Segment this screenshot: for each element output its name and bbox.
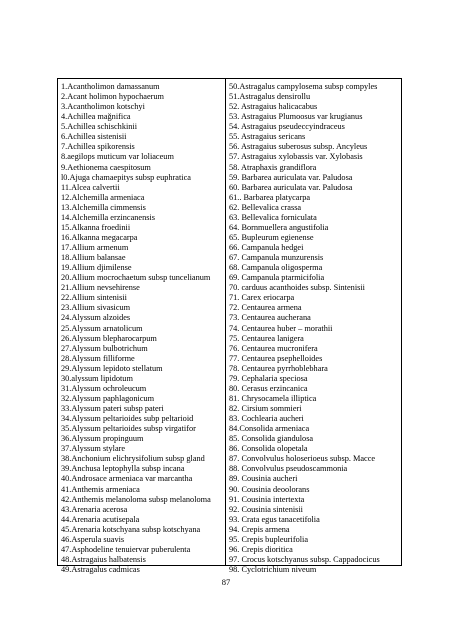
species-list-item: 27.Alyssum bulbotrichum (61, 343, 148, 353)
species-list-item: 14.Alchemilla erzincanensis (61, 212, 155, 222)
species-list-item: 45.Arenaria kotschyana subsp kotschyana (61, 524, 201, 534)
species-list-item: 82. Cirsium sommieri (229, 404, 302, 413)
species-list-item: 34.Alyssum peltarioides subp peltarioid (61, 414, 194, 424)
species-list-item: 92. Cousinia sintenisii (229, 504, 303, 514)
species-list-item: 39.Anchusa leptophylla subsp incana (61, 464, 185, 474)
species-list-item: 60. Barbarea auriculata var. Paludosa (229, 182, 353, 192)
species-list-item: 78. Centaurea pyrrhoblebhara (229, 363, 328, 373)
species-list-item: 2.Acant holimon hypochaerum (61, 92, 164, 102)
species-list-item: 18.Allium balansae (61, 253, 126, 263)
species-list-item: 97. Crocus kotschyanus subsp. Cappadocicus (229, 554, 380, 564)
species-list-item: 48.Astragaius halbatensis (61, 554, 146, 564)
species-list-item: 93. Crata egus tanacetifolia (229, 514, 320, 524)
species-list-item: 42.Anthemis melanoloma subsp melanoloma (61, 494, 211, 504)
species-list-item: 31.Alyssum ochroleucum (61, 383, 147, 393)
species-list-item: 72. Centaurea armena (229, 303, 302, 313)
species-list-item: 3.Acantholimon kotschyi (61, 102, 145, 112)
species-list-item: 12.Alchemilla armeniaca (61, 192, 145, 202)
species-list-item: 6.Achillea sistenisii (61, 132, 127, 142)
species-list-item: 7.Achillea spikorensis (61, 142, 135, 152)
species-list-item: 80. Cerasus erzincanica (229, 383, 308, 393)
species-list-item: 96. Crepis dioritica (229, 544, 293, 554)
species-list-item: 20.Allium mocrochaetum subsp tuncelianum (61, 273, 211, 283)
species-list-item: 67. Campanula munzurensis (229, 253, 324, 263)
species-list-item: 55. Astragaius sericans (229, 132, 306, 142)
species-list-item: 74. Centaurea huber – morathii (229, 323, 333, 333)
species-list-item: 32.Alyssum paphlagonicum (61, 393, 155, 403)
species-list-item: 21.Allium nevsehirense (61, 283, 140, 293)
species-list-item: 24.Alyssum alzoides (61, 313, 131, 323)
species-list-item: 59. Barbarea auriculata var. Paludosa (229, 172, 353, 182)
species-list-item: 75. Centaurea lanigera (229, 333, 304, 343)
page-number: 87 (221, 577, 231, 587)
species-list-item: 22.Allium sintenisii (61, 293, 127, 303)
species-list-item: 51.Astragalus densirollu (229, 92, 311, 102)
species-list-item: 26.Alyssum blepharocarpum (61, 333, 157, 343)
species-list-table (57, 78, 402, 574)
species-list-item: 66. Campanula hedgei (229, 243, 304, 252)
species-list-item: 16.Alkanna megacarpa (61, 232, 138, 242)
species-list-item: 35.Alyssum peltarioides subsp virgatifor (61, 424, 196, 434)
species-list-item: 81. Chrysocamela illiptica (229, 393, 317, 403)
species-list-item: 29.Alyssum lepidoto stellatum (61, 363, 163, 373)
species-list-item: 47.Asphodeline tenuiervar puberulenta (61, 544, 191, 554)
species-list-item: 83. Cochlearia aucheri (229, 414, 304, 424)
species-list-item: 54. Astragaius pseudeccyindraceus (229, 122, 345, 132)
species-list-item: 87. Convolvulus holoserioeus subsp. Macce (229, 454, 376, 464)
species-list-item: 19.Allium djimilense (61, 263, 132, 273)
species-list-item: 57. Astragaius xylobassis var. Xylobasis (229, 152, 363, 162)
species-list-item: 62. Bellevalica crassa (229, 202, 302, 212)
species-list-item: 84.Consolida armeniaca (229, 424, 310, 434)
species-list-item: 89. Cousinia aucheri (229, 474, 298, 484)
column-divider (225, 79, 226, 565)
species-list-item: 44.Arenaria acutisepala (61, 514, 140, 524)
species-list-item: 30.alyssum lipidotum (61, 373, 133, 383)
species-list-item: 53. Astragaius Plumoosus var krugianus (229, 112, 363, 122)
species-list-item: 46.Asperula suavis (61, 534, 125, 544)
species-list-item: 49.Astragalus cadmicas (61, 565, 140, 574)
species-list-item: 56. Astragaius suberosus subsp. Ancyleus (229, 142, 368, 152)
species-list-item: 65. Bupleurum egienense (229, 232, 314, 242)
species-list-item: 98. Cyclotrichium niveum (229, 565, 317, 574)
species-list-item: 13.Alchemilla cimmensis (61, 202, 146, 212)
species-list-item: 36.Alyssum propinguum (61, 434, 144, 444)
species-list-item: 15.Alkanna froedinii (61, 222, 131, 232)
species-list-item: 58. Atraphaxis grandiflora (229, 162, 317, 172)
species-list-item: 52. Astragaius halicacabus (229, 102, 318, 112)
species-list-item: 38.Anchonium elichrysifolium subsp gland (61, 454, 205, 464)
species-list-item: 86. Consolida olopetala (229, 444, 308, 454)
species-list-item: 61.. Barbarea platycarpa (229, 192, 311, 202)
species-list-item: 95. Crepis bupleurifolia (229, 534, 309, 544)
species-list-item: 73. Centaurea aucherana (229, 313, 311, 323)
species-list-item: 63. Bellevalica forniculata (229, 212, 317, 222)
species-list-item: 1.Acantholimon damassanum (61, 82, 160, 91)
species-list-item: 11.Alcea calvertii (61, 182, 120, 192)
species-list-item: 88. Convolvulus pseudoscammonia (229, 464, 348, 474)
species-list-item: 28.Alyssum filliforme (61, 353, 135, 363)
species-list-item: 23.Allium sivasicum (61, 303, 131, 313)
species-list-item: l0.Ajuga chamaepitys subsp euphratica (61, 172, 191, 182)
species-list-item: 70. carduus acanthoides subsp. Sintenisii (229, 283, 365, 293)
species-list-item: 9.Aethionema caespitosum (61, 162, 151, 172)
species-list-item: 17.Allium armenum (61, 243, 129, 252)
species-list-item: 85. Consolida giandulosa (229, 434, 314, 444)
species-list-item: 94. Crepis armena (229, 524, 290, 534)
species-list-left-column (61, 82, 225, 575)
species-list-item: 40.Androsace armeniaca var marcantha (61, 474, 193, 484)
species-list-item: 77. Centaurea psephelloides (229, 353, 323, 363)
species-list-item: 69. Campanula ptarmicifolia (229, 273, 325, 283)
species-list-item: 41.Anthemis armeniaca (61, 484, 140, 494)
species-list-item: 33.Alyssum pateri subsp pateri (61, 404, 164, 413)
species-list-item: 79. Cephalaria speciosa (229, 373, 308, 383)
species-list-item: 50.Astragalus campylosema subsp compyles (229, 82, 378, 91)
species-list-item: 91. Cousinia intertexta (229, 494, 305, 504)
species-list-item: 37.Alyssum stylare (61, 444, 126, 454)
species-list-item: 5.Achillea schischkinii (61, 122, 138, 132)
species-list-item: 71. Carex eriocarpa (229, 293, 295, 303)
species-list-item: 90. Cousinia deoolorans (229, 484, 310, 494)
species-list-right-column (229, 82, 399, 575)
species-list-item: 68. Campanula oligosperma (229, 263, 323, 273)
species-list-item: 64. Bornmuellera angustifolia (229, 222, 329, 232)
species-list-item: 4.Achillea mağnifica (61, 112, 131, 122)
species-list-item: 8.aegilops muticum var loliaceum (61, 152, 174, 162)
species-list-item: 43.Arenaria acerosa (61, 504, 128, 514)
species-list-item: 25.Alyssum arnatolicum (61, 323, 143, 333)
species-list-item: 76. Centaurea mucronifera (229, 343, 318, 353)
